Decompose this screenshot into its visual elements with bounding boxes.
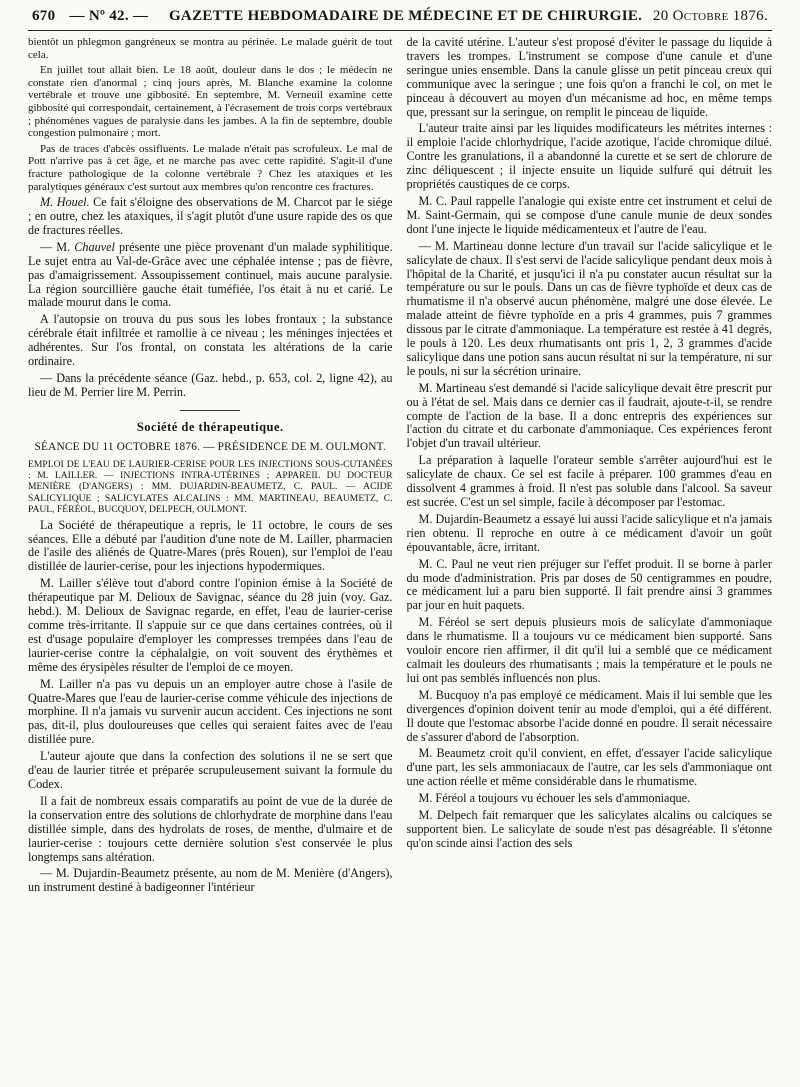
paragraph: L'auteur traite ainsi par les liquides modificateurs les métrites internes : il emploie l'acide chlorhydrique, l'acide azotique, l'acide chromique dilué. Contre les granulations, il a abandonné la curette et se sert de chlorure de zinc déliquescent ; il injecte ensuite un liquide sulfuré qui détruit les propriétés caustiques de ce corps.	[406, 121, 772, 192]
paragraph: La préparation à laquelle l'orateur semble s'arrêter aujourd'hui est le salicylate de chaux. Ce sel est facile à préparer. 100 grammes d'eau en dissolvent 4 grammes à froid. Il n'est pas soluble dans l'alcool. Sa saveur est sucrée. C'est un sel simple, facile à décomposer par l'estomac.	[406, 453, 772, 509]
paragraph: — M. Martineau donne lecture d'un travail sur l'acide salicylique et le salicylate de chaux. Il s'est servi de l'acide salicylique pendant deux mois à l'hôpital de la Charité, et jusqu'ici il n'a pu constater aucun résultat sur la température ou sur le pouls. Dans un cas de fièvre typhoïde et deux cas de rhumatisme il n'a observé aucun phénomène, malgré une dose élevée. Le malade atteint de fièvre typhoïde en a pris 4 grammes, puis 7 grammes dissous par le citrate d'ammoniaque. La température est restée à 41 degrés, le pouls à 120. Les deux rhumatisants ont pris 1, 2, 3 grammes d'acide salicylique dans une potion sans aucun résultat ni sur la température, ni sur le pouls, ni sur la sécrétion urinaire.	[406, 238, 772, 378]
paragraph: M. Lailler n'a pas vu depuis un an employer autre chose à l'asile de Quatre-Mares que l'eau de laurier-cerise comme véhicule des injections de morphine. Il n'a jamais vu survenir aucun accident. Ces injections ne sont pas, dit-il, plus douloureuses que celles qui seraient faites avec de l'eau distillée pure.	[28, 676, 393, 747]
paragraph: En juillet tout allait bien. Le 18 août, douleur dans le dos ; le médecin ne constate rien d'anormal ; cinq jours après, M. Blanche examine la colonne vertébrale et trouve une gibbosité. En septembre, M. Verneuil examine cette gibbosité qui correspondait, certainement, à l'écrasement de trois corps vertébraux ; phénomènes vagues de paralysie dans les jambes. A la fin de septembre, double congestion pulmonaire ; mort.	[28, 64, 393, 140]
paragraph: — M. Chauvel présente une pièce provenant d'un malade syphilitique. Le sujet entra au Val-de-Grâce avec une céphalée intense ; pas de fièvre, pas d'amaigrissement. Assoupissement continuel, mais aucune paralysie. La région sourcillière gauche était tuméfiée, l'os était à nu et carié. Le malade mourut dans le coma.	[28, 239, 393, 310]
section-title: Société de thérapeutique.	[136, 419, 284, 434]
paragraph: M. Féréol se sert depuis plusieurs mois de salicylate d'ammoniaque dans le rhumatisme. Il a toujours vu ce médicament bien supporté. Sans vouloir encore rien affirmer, il dit qu'il lui a semblé que ce médicament calmait les douleurs des rhumatisants ; mais la température et le pouls ne lui ont pas semblés influencés non plus.	[406, 615, 772, 685]
paragraph: M. Féréol a toujours vu échouer les sels d'ammoniaque.	[418, 791, 691, 806]
erratum: — Dans la précédente séance (Gaz. hebd., p. 653, col. 2, ligne 42), au lieu de M. Perrier lire M. Perrin.	[28, 371, 393, 399]
paragraph: M. Martineau s'est demandé si l'acide salicylique devait être prescrit pur ou à l'état de sel. Mais dans ce dernier cas il faudrait, ajoute-t-il, se rendre compte de l'action de la base. Il a donc entrepris des expériences sur l'action du citrate et du carbonate d'ammoniaque. Ces expériences feront l'objet d'un travail ultérieur.	[406, 380, 772, 451]
paragraph: Il a fait de nombreux essais comparatifs au point de vue de la durée de la conservation entre des solutions de chlorhydrate de morphine dans l'eau distillée simple, dans des hydrolats de roses, de menthe, d'ulmaire et de laurier-cerise : toujours cette dernière solution s'est conservée le plus longtemps sans altération.	[28, 793, 393, 864]
paragraph: M. Bucquoy n'a pas employé ce médicament. Mais il lui semble que les divergences d'opinion doivent tenir au mode d'emploi, qui a été différent. Il doute que l'estomac absorbe l'acide donné en poudre. Il serait nécessaire de s'assurer d'abord de l'absorption.	[406, 687, 772, 744]
page-number: 670	[32, 8, 56, 24]
paragraph: M. Beaumetz croit qu'il convient, en effet, d'essayer l'acide salicylique d'une part, les sels ammoniacaux de l'autre, car les sels d'ammoniaque ont une action réelle et même considérable dans le rhumatisme.	[406, 746, 772, 789]
section-divider	[180, 410, 240, 411]
paragraph: La Société de thérapeutique a repris, le 11 octobre, le cours de ses séances. Elle a débuté par l'audition d'une note de M. Lailler, pharmacien de l'asile des aliénés de Quatre-Mares (près Rouen), sur l'emploi de l'eau distillée de laurier-cerise, pour les injections hypodermiques.	[28, 517, 393, 574]
paragraph: A l'autopsie on trouva du pus sous les lobes frontaux ; la substance cérébrale était infiltrée et ramollie à ce niveau ; les méninges injectées et adhérentes. Sur l'os frontal, on constata les altérations de la carie ordinaire.	[28, 312, 393, 369]
header-left	[32, 8, 158, 25]
left-column	[28, 36, 393, 898]
paragraph: M. C. Paul rappelle l'analogie qui existe entre cet instrument et celui de M. Saint-Germain, qui se compose d'une canule munie de deux sondes dont l'une injecte le liquide médicamenteux et l'autre de l'eau.	[406, 193, 772, 236]
session-summary: EMPLOI DE L'EAU DE LAURIER-CERISE POUR LES INJECTIONS SOUS-CUTANÉES : M. LAILLER. — INJECTIONS INTRA-UTÉRINES ; APPAREIL DU DOCTEUR MENIÈRE (D'ANGERS) : MM. DUJARDIN-BEAUMETZ, C. PAUL. — ACIDE SALICYLIQUE ; SALICYLATES ALCALINS : MM. MARTINEAU, BEAUMETZ, C. PAUL, FÉRÉOL, BUCQUOY, DELPECH, OULMONT.	[28, 458, 393, 516]
text-columns	[28, 36, 772, 898]
session-line: SÉANCE DU 11 OCTOBRE 1876. — PRÉSIDENCE DE M. OULMONT.	[34, 440, 386, 453]
paragraph: — M. Dujardin-Beaumetz présente, au nom de M. Menière (d'Angers), un instrument destiné à badigeonner l'intérieur	[28, 866, 393, 895]
paragraph: M. Houel. Ce fait s'éloigne des observations de M. Charcot par le siége ; en outre, chez les ataxiques, il s'agit plutôt d'une usure rapide des os que de fractures réelles.	[28, 195, 393, 237]
paragraph: M. Lailler s'élève tout d'abord contre l'opinion émise à la Société de thérapeutique par M. Delioux de Savignac, séance du 28 juin (voy. Gaz. hebd.). M. Delioux de Savignac regarde, en effet, l'eau de laurier-cerise comme très-irritante. Il s'appuie sur ce que dans certaines contrées, où il est d'usage populaire d'employer les compresses trempées dans l'eau de laurier-cerise contre la céphalalgie, on voit souvent des érythèmes et même des érysipèles résulter de l'emploi de ce moyen.	[28, 576, 393, 674]
speaker-name: M. Houel.	[40, 195, 90, 210]
issue-date: 20 Octobre 1876.	[652, 8, 768, 24]
paragraph: de la cavité utérine. L'auteur s'est proposé d'éviter le passage du liquide à travers les trompes. L'instrument se compose d'une canule et d'une seringue unies ensemble. Dans la canule glisse un petit pinceau creux qui communique avec la seringue ; une fois qu'on a franchi le col, on met le pinceau à découvert au moyen d'un mécanisme ad hoc, en même temps que, pressant sur la seringue, on remplit le pinceau de liquide.	[406, 35, 772, 119]
paragraph: M. Dujardin-Beaumetz a essayé lui aussi l'acide salicylique et n'a jamais rien obtenu. Il reproche en outre à ce médicament d'avoir un goût épouvantable, âcre, irritant.	[406, 511, 772, 554]
paragraph: M. C. Paul ne veut rien préjuger sur l'effet produit. Il se borne à parler du mode d'administration. Pris par doses de 50 centigrammes en poudre, ce médicament lui a paru bien supporté. Il fait prendre ainsi 3 grammes par jour en huit paquets.	[406, 556, 772, 613]
paragraph: L'auteur ajoute que dans la confection des solutions il ne se sert que d'eau de laurier titrée et préparée scrupuleusement suivant la formule du Codex.	[28, 749, 393, 791]
paragraph: Pas de traces d'abcès ossifluents. Le malade n'était pas scrofuleux. Le mal de Pott n'arrive pas à cet âge, et ne marche pas avec cette rapidité. S'agit-il d'une fracture pathologique de la colonne vertébrale ? Chez les ataxiques et les paralytiques généraux c'est surtout aux membres qu'on rencontre ces fractures.	[28, 142, 393, 193]
running-header	[28, 6, 772, 31]
paragraph: bientôt un phlegmon gangréneux se montra au périnée. Le malade guérit de tout cela.	[28, 36, 393, 61]
issue-number: — Nº 42. —	[69, 8, 149, 24]
journal-title: GAZETTE HEBDOMADAIRE DE MÉDECINE ET DE CHIRURGIE.	[168, 8, 643, 24]
paragraph: M. Delpech fait remarquer que les salicylates alcalins ou calciques se supportent bien. Le salicylate de soude n'est pas désagréable. Il s'étonne qu'on scinde ainsi l'action des sels	[406, 808, 772, 850]
speaker-name: Chauvel	[74, 239, 115, 254]
right-column	[407, 36, 773, 898]
